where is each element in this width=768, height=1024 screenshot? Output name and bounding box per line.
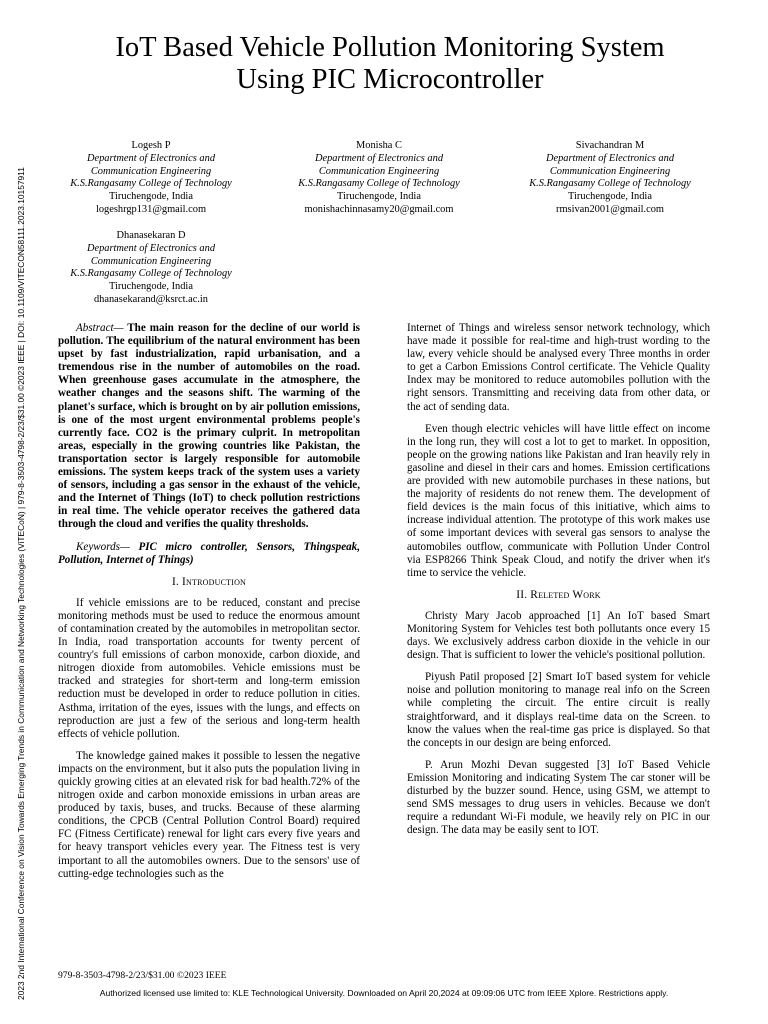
author-dept: Communication Engineering (549, 165, 671, 177)
author-block-2 (259, 140, 499, 217)
author-name: Monisha C (356, 140, 402, 151)
author-block-4 (31, 230, 271, 307)
right-column (407, 322, 710, 846)
author-dept: Department of Electronics and (86, 152, 216, 164)
author-name: Dhanasekaran D (116, 230, 186, 241)
footer-isbn: 979-8-3503-4798-2/23/$31.00 ©2023 IEEE (58, 970, 227, 981)
author-name: Sivachandran M (575, 140, 645, 151)
author-city: Tiruchengode, India (568, 191, 652, 203)
author-city: Tiruchengode, India (109, 191, 193, 203)
related-paragraph-1: Christy Mary Jacob approached [1] An IoT based Smart Monitoring System for Vehicles test both pollutants once every 15 days. We exclusively address carbon dioxide in the vehicle in our design. That is sufficient to lower the vehicle's positional pollution. (407, 609, 710, 662)
author-city: Tiruchengode, India (337, 191, 421, 203)
section-heading-introduction: I. Introduction (171, 575, 247, 588)
author-email[interactable]: rmsivan2001@gmail.com (556, 203, 664, 215)
intro-paragraph-3: Internet of Things and wireless sensor network technology, which have made it possible for real-time and high-trust wording to the law, every vehicle should be analysed every Three months in order to get a Carbon Emissions Control certificate. The Vehicle Quality Index may be monitored to reduce automobiles pollution with the right sensors. Transmitting and receiving data from other data, or the act of sending data. (407, 322, 710, 413)
abstract-text: The main reason for the decline of our world is pollution. The equilibrium of the natural environment has been upset by fast industrialization, rapid urbanisation, and a tremendous rise in the number of automobiles on the road. When greenhouse gases accumulate in the atmosphere, the weather changes and the seasons shift. The warming of the planet's surface, which is brought on by air pollution emissions, is one of the most urgent environmental problems people's currently face. CO2 is the primary culprit. In metropolitan areas, especially in the growing countries like Pakistan, the transportation sector is largely responsible for automobile emissions. The system keeps track of the system uses a variety of sensors, including a gas sensor in the exhaust of the vehicle, and the Internet of Things (IoT) to check pollution restrictions in real time. The vehicle operator receives the gathered data through the cloud and verifies the quality thresholds. (58, 322, 360, 531)
author-college: K.S.Rangasamy College of Technology (298, 178, 460, 190)
abstract (58, 322, 360, 532)
intro-paragraph-1: If vehicle emissions are to be reduced, constant and precise monitoring methods must be used to reduce the enormous amount of contamination created by the automobiles in metropolitan sector. In India, road transportation accounts for twenty percent of country's full emissions of carbon monoxide, carbon dioxide, and nitrogen dioxide from automobiles. Vehicle emissions must be tracked and strategies for short-term and long-term emission reduction must be developed in order to reduce pollution in cities. Asthma, irritation of the eyes, issues with the lungs, and effects on reproduction are just a few of the serious and long-term health effects of vehicle pollution. (58, 596, 360, 740)
left-column (58, 322, 360, 890)
intro-paragraph-2: The knowledge gained makes it possible to lessen the negative impacts on the environment, but it also puts the population living in quickly growing cities at an elevated risk for bad health.72% of the nitrogen oxide and carbon monoxide emissions in urban areas are produced by taxis, buses, and trucks. Because of these alarming conditions, the CPCB (Central Pollution Control Board) required FC (Fitness Certificate) renewal for light cars every five years and for heavy transport vehicles every year. The Fitness test is very important to all the automobiles owners. Due to the sensors' use of cutting-edge technologies such as the (58, 749, 360, 880)
keywords (58, 541, 360, 567)
footer-license: Authorized licensed use limited to: KLE Technological University. Downloaded on April 20,2024 at 09:09:06 UTC from IEEE Xplore. Restrictions apply. (99, 988, 669, 998)
doi-sidebar: 2023 2nd International Conference on Vision Towards Emerging Trends in Communication and Networking Technologies (ViTECoN) | 979-8-3503-4798-2/23/$31.00 ©2023 IEEE | DOI: 10.1109/VITECON58111.2023.10157911 (16, 167, 26, 1000)
author-college: K.S.Rangasamy College of Technology (529, 178, 691, 190)
keywords-text: PIC micro controller, Sensors, Thingspeak, Pollution, Internet of Things) (58, 540, 360, 566)
author-dept: Communication Engineering (90, 255, 212, 267)
related-paragraph-3: P. Arun Mozhi Devan suggested [3] IoT Based Vehicle Emission Monitoring and indicating System The car stoner will be disturbed by the buzzer sound. Hence, using GSM, we attempt to send SMS messages to drug users in vehicles. Because we don't require a redundant Wi-Fi module, we heavily rely on PIC in our design. The data may be easily sent to IOT. (407, 758, 710, 837)
intro-paragraph-4: Even though electric vehicles will have little effect on income in the long run, they will cost a lot to get to market. In opposition, people on the growing nations like Pakistan and Iran heavily rely in gasoline and diesel in their cars and homes. Emission certifications are provided with new automobile purchases in these nations, but the majority of residents do not renew them. The development of field devices is the main focus of this initiative, which aims to increase individual attention. The prototype of this work makes use of some important devices with several gas sensors to analyse the automobiles outflow, communicate with Pollution Under Control via ESP8266 Think Speak Cloud, and notify the driver when it's time to service the vehicle. (407, 422, 710, 579)
author-email[interactable]: monishachinnasamy20@gmail.com (304, 203, 454, 215)
abstract-label: Abstract— (76, 322, 124, 334)
author-block-3 (490, 140, 730, 217)
author-city: Tiruchengode, India (109, 281, 193, 293)
author-name: Logesh P (131, 140, 171, 151)
section-heading-related-work: II. Releted Work (516, 588, 601, 601)
author-dept: Department of Electronics and (314, 152, 444, 164)
author-block-1 (31, 140, 271, 217)
title-line-2: Using PIC Microcontroller (236, 64, 544, 95)
author-college: K.S.Rangasamy College of Technology (70, 268, 232, 280)
title-line-1: IoT Based Vehicle Pollution Monitoring System (115, 32, 665, 63)
paper-title (40, 32, 740, 96)
related-paragraph-2: Piyush Patil proposed [2] Smart IoT based system for vehicle noise and pollution monitoring to manage real info on the Screen while completing the circuit. The entire circuit is really straightforward, and it displays real-time data on the Screen. to know the values when the real-time gas price is displayed. So that the concepts in our design are being enforced. (407, 671, 710, 749)
author-dept: Department of Electronics and (545, 152, 675, 164)
author-email[interactable]: dhanasekarand@ksrct.ac.in (93, 293, 208, 305)
author-dept: Communication Engineering (318, 165, 440, 177)
author-dept: Communication Engineering (90, 165, 212, 177)
author-college: K.S.Rangasamy College of Technology (70, 178, 232, 190)
author-dept: Department of Electronics and (86, 242, 216, 254)
keywords-label: Keywords— (76, 540, 130, 553)
author-email[interactable]: logeshrgp131@gmail.com (95, 203, 207, 215)
